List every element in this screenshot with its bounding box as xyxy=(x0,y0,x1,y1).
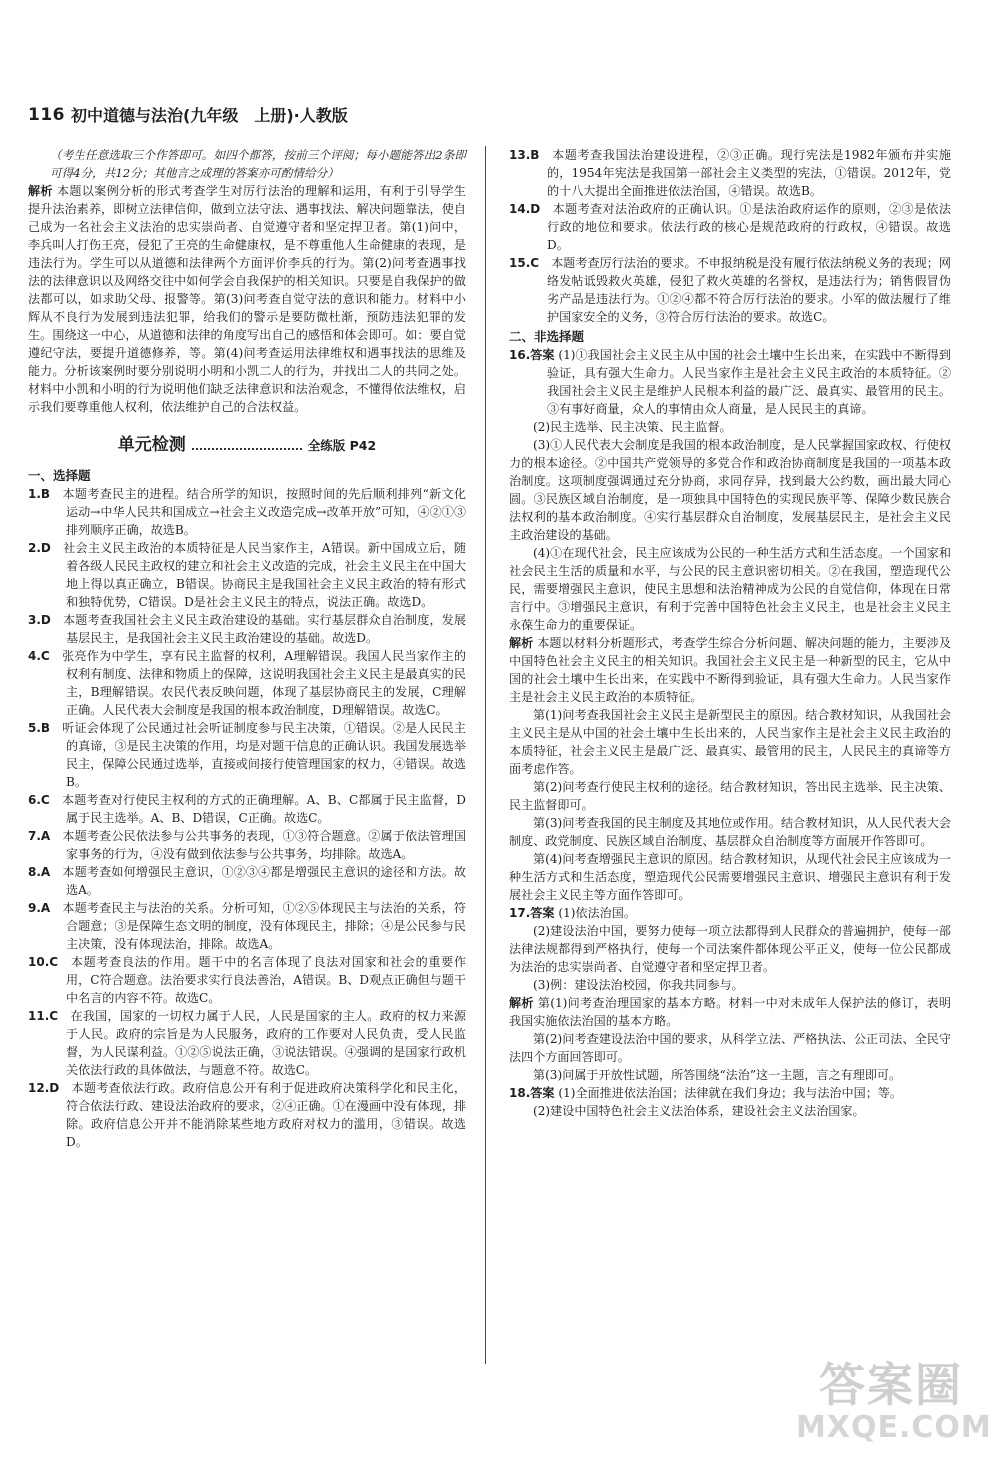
choice-answer-item xyxy=(28,611,466,647)
choice-answer-item xyxy=(28,1079,466,1151)
analysis-paragraph xyxy=(28,182,466,416)
question-number: 4.C xyxy=(28,649,50,663)
answer-explanation: 本题考查民主的进程。结合所学的知识，按照时间的先后顺利排列“新文化运动→中华人民共和国成立→社会主义改造完成→改革开放”可知，④②①③排列顺序正确，故选B。 xyxy=(62,487,466,537)
page-number: 116 xyxy=(28,104,65,125)
choice-answer-item xyxy=(509,254,951,326)
question-number: 2.D xyxy=(28,541,51,555)
q17-number: 17. xyxy=(509,906,531,920)
choice-answer-item xyxy=(28,1007,466,1079)
answer-explanation: 听证会体现了公民通过社会听证制度参与民主决策，①错误。②是人民民主的真谛，③是民主决策的作用，均是对题干信息的正确认识。我国发展选举民主，保障公民通过选举，直接或间接行使管理国家的权力，④错误。故选B。 xyxy=(62,721,466,789)
choice-answer-item xyxy=(28,485,466,539)
answer-explanation: 本题考查我国社会主义民主政治建设的基础。实行基层群众自治制度，发展基层民主，是我国社会主义民主政治建设的基础。故选D。 xyxy=(62,613,466,645)
watermark-top: 答案圈 xyxy=(819,1358,963,1412)
choice-answers-list xyxy=(28,485,466,1151)
choice-answer-item xyxy=(28,791,466,827)
answer-explanation: 本题考查公民依法参与公共事务的表现，①③符合题意。②属于依法管理国家事务的行为，④没有做到依法参与公共事务，均排除。故选A。 xyxy=(62,829,466,861)
q17-analysis xyxy=(509,994,951,1030)
watermark-bottom: MXQE.COM xyxy=(796,1410,992,1445)
choice-answer-item xyxy=(509,200,951,254)
unit-heading xyxy=(28,436,466,455)
q17-answer-1 xyxy=(509,904,951,922)
answer-explanation: 本题考查良法的作用。题干中的名言体现了良法对国家和社会的重要作用，C符合题意。法治要求实行良法善治，A错误。B、D观点正确但与题干中名言的内容不符。故选C。 xyxy=(66,955,466,1005)
analysis-text: 本题以案例分析的形式考查学生对厉行法治的理解和运用，有利于引导学生提升法治素养，即树立法律信仰，做到立法守法、遇事找法、解决问题靠法，使自己成为一名社会主义法治的忠实崇尚者、自觉遵守者和坚定捍卫者。第(1)问中，李兵叫人打伤王亮，侵犯了王亮的生命健康权，是不尊重他人生命健康的表现，是违法行为。学生可以从道德和法律两个方面评价李兵的行为。第(2)问考查遇事找法的法律意识以及网络交往中如何学会自我保护的相关知识。只要是自我保护的做法都可以，如求助父母、报警等。第(3)问考查自觉守法的意识和能力。材料中小辉从不良行为发展到违法犯罪，给我们的警示是要防微杜渐，预防违法犯罪的发生。围绕这一中心，从道德和法律的角度写出自己的感悟和体会即可。如：要自觉遵纪守法，要提升道德修养，等。第(4)问考查运用法律维权和遇事找法的思维及能力。分析该案例时要分别说明小明和小凯二人的行为，并找出二人的共同之处。材料中小凯和小明的行为说明他们缺乏法律意识和法治观念，不懂得依法维权，启示我们要尊重他人权利，依法维护自己的合法权益。 xyxy=(28,184,466,414)
q16-text-1: (1)①我国社会主义民主从中国的社会土壤中生长出来，在实践中不断得到验证，具有强大生命力。人民当家作主是社会主义民主政治的本质特征。②我国社会主义民主是维护人民根本利益的最广泛、最真实、最管用的民主。③有事好商量，众人的事情由众人商量，是人民民主的真谛。 xyxy=(547,348,951,416)
scoring-note: （考生任意选取三个作答即可。如四个都答，按前三个评阅；每小题能答出2条即可得4分，共12分；其他言之成理的答案亦可酌情给分） xyxy=(50,148,466,180)
question-number: 10.C xyxy=(28,955,59,969)
q16-sub-4: 第(4)问考查增强民主意识的原因。结合教材知识，从现代社会民主应该成为一种生活方式和生活态度，塑造现代公民需要增强民主意识、增强民主意识有利于发展社会主义民主等方面作答即可。 xyxy=(509,852,951,902)
choice-answer-item xyxy=(28,539,466,611)
choice-answer-item xyxy=(28,647,466,719)
section-choice-heading: 一、选择题 xyxy=(28,468,91,483)
watermark-logo xyxy=(796,1358,992,1465)
choice-answers-list-cont xyxy=(509,146,951,326)
q16-sub-3: 第(3)问考查我国的民主制度及其地位或作用。结合教材知识，从人民代表大会制度、政党制度、民族区域自治制度、基层群众自治制度等方面展开作答即可。 xyxy=(509,816,951,848)
section-nonchoice-heading: 二、非选择题 xyxy=(509,329,585,344)
analysis-label: 解析 xyxy=(28,184,53,198)
q16-analysis xyxy=(509,634,951,706)
choice-answer-item xyxy=(28,953,466,1007)
q18-answer-2: (2)建设中国特色社会主义法治体系，建设社会主义法治国家。 xyxy=(533,1104,865,1118)
q16-answer-4: (4)①在现代社会，民主应该成为公民的一种生活方式和生活态度。一个国家和社会民主生活的质量和水平，与公民的民主意识密切相关。②在我国，塑造现代公民，需要增强民主意识，使民主思想和法治精神成为公民的自觉信仰，体现在日常言行中。③增强民主意识，有利于完善中国特色社会主义民主，也是社会主义民主永葆生命力的重要保证。 xyxy=(509,546,951,632)
question-number: 12.D xyxy=(28,1081,60,1095)
question-number: 7.A xyxy=(28,829,51,843)
q18-number: 18. xyxy=(509,1086,531,1100)
answer-explanation: 本题考查对行使民主权利的方式的正确理解。A、B、C都属于民主监督，D属于民主选举。A、B、D错误，C正确。故选C。 xyxy=(61,793,466,825)
choice-answer-item xyxy=(28,827,466,863)
q18-answer-label: 答案 xyxy=(530,1086,555,1100)
q18-text-1: (1)全面推进依法治国；法律就在我们身边；我与法治中国；等。 xyxy=(558,1086,902,1100)
q17-answer-3: (3)例：建设法治校园，你我共同参与。 xyxy=(533,978,744,992)
choice-answer-item xyxy=(28,899,466,953)
answer-explanation: 本题考查我国法治建设进程，②③正确。现行宪法是1982年颁布并实施的，1954年宪法是我国第一部社会主义类型的宪法，①错误。2012年，党的十八大提出全面推进依法治国，④错误。故选B。 xyxy=(547,148,951,198)
q16-sub-1: 第(1)问考查我国社会主义民主是新型民主的原因。结合教材知识，从我国社会主义民主是从中国的社会土壤中生长出来的，人民当家作主是社会主义民主政治的本质特征，社会主义民主是最广泛、最真实、最管用的民主，人民民主的真谛等方面考虑作答。 xyxy=(509,708,951,776)
right-column xyxy=(509,146,951,1120)
choice-answer-item xyxy=(509,146,951,200)
q16-answer-label: 答案 xyxy=(530,348,555,362)
page-header xyxy=(28,103,348,126)
question-number: 15.C xyxy=(509,256,540,270)
leader-dots xyxy=(192,436,302,450)
answer-explanation: 社会主义民主政治的本质特征是人民当家作主，A错误。新中国成立后，随着各级人民民主政权的建立和社会主义改造的完成，社会主义民主在中国大地上得以真正确立，B错误。协商民主是我国社会主义民主政治的特有形式和独特优势，C错误。D是社会主义民主的特点，说法正确。故选D。 xyxy=(62,541,466,609)
choice-answer-item xyxy=(28,719,466,791)
q17-text-1: (1)依法治国。 xyxy=(558,906,636,920)
q16-number: 16. xyxy=(509,348,531,362)
q17-sub-2: 第(2)问考查建设法治中国的要求，从科学立法、严格执法、公正司法、全民守法四个方面回答即可。 xyxy=(509,1032,951,1064)
q17-answer-2: (2)建设法治中国，要努力使每一项立法都得到人民群众的普遍拥护，使每一部法律法规都得到严格执行，使每一个司法案件都体现公平正义，使每一位公民都成为法治的忠实崇尚者、自觉遵守者和坚定捍卫者。 xyxy=(509,924,951,974)
question-number: 5.B xyxy=(28,721,51,735)
unit-reference: 全练版 P42 xyxy=(307,438,377,453)
book-title: 初中道德与法治(九年级 上册)·人教版 xyxy=(71,106,348,125)
answer-explanation: 张亮作为中学生，享有民主监督的权利，A理解错误。我国人民当家作主的权利有制度、法律和物质上的保障，这说明我国社会主义民主是最真实的民主，B理解错误。农民代表反映问题，体现了基层协商民主的发展，C理解正确。人民代表大会制度是我国的根本政治制度，D理解错误。故选C。 xyxy=(61,649,466,717)
answer-explanation: 本题考查依法行政。政府信息公开有利于促进政府决策科学化和民主化，符合依法行政、建设法治政府的要求，②④正确。①在漫画中没有体现，排除。政府信息公开并不能消除某些地方政府对权力的滥用，③错误。故选D。 xyxy=(66,1081,466,1149)
answer-explanation: 本题考查对法治政府的正确认识。①是法治政府运作的原则，②③是依法行政的地位和要求。依法行政的核心是规范政府的行政权，④错误。故选D。 xyxy=(547,202,951,252)
question-number: 13.B xyxy=(509,148,540,162)
answer-explanation: 本题考查如何增强民主意识，①②③④都是增强民主意识的途径和方法。故选A。 xyxy=(62,865,466,897)
answer-explanation: 本题考查厉行法治的要求。不申报纳税是没有履行依法纳税义务的表现；网络发帖诋毁救火英雄，侵犯了救火英雄的名誉权，是违法行为；销售假冒伪劣产品是违法行为。①②④都不符合厉行法治的要求。小军的做法履行了维护国家安全的义务，③符合厉行法治的要求。故选C。 xyxy=(547,256,951,324)
answer-explanation: 在我国，国家的一切权力属于人民，人民是国家的主人。政府的权力来源于人民。政府的宗旨是为人民服务，政府的工作要对人民负责，受人民监督，为人民谋利益。①②⑤说法正确，③说法错误。④强调的是国家行政机关依法行政的具体做法，与题意不符。故选C。 xyxy=(66,1009,466,1077)
question-number: 11.C xyxy=(28,1009,59,1023)
q16-analysis-text: 本题以材料分析题形式，考查学生综合分析问题、解决问题的能力，主要涉及中国特色社会主义民主的相关知识。我国社会主义民主是一种新型的民主，它从中国的社会土壤中生长出来，在实践中不断得到验证，具有强大生命力。人民当家作主是社会主义民主政治的本质特征。 xyxy=(509,636,951,704)
question-number: 8.A xyxy=(28,865,51,879)
unit-title: 单元检测 xyxy=(117,435,186,455)
q16-answer-2: (2)民主选举、民主决策、民主监督。 xyxy=(533,420,732,434)
q16-sub-2: 第(2)问考查行使民主权利的途径。结合教材知识，答出民主选举、民主决策、民主监督即可。 xyxy=(509,780,951,812)
q17-analysis-text: 第(1)问考查治理国家的基本方略。材料一中对未成年人保护法的修订，表明我国实施依法治国的基本方略。 xyxy=(509,996,951,1028)
q17-answer-label: 答案 xyxy=(530,906,555,920)
q16-analysis-label: 解析 xyxy=(509,636,534,650)
question-number: 1.B xyxy=(28,487,51,501)
question-number: 3.D xyxy=(28,613,51,627)
q17-sub-3: 第(3)问属于开放性试题，所答围绕“法治”这一主题，言之有理即可。 xyxy=(533,1068,902,1082)
q17-analysis-label: 解析 xyxy=(509,996,534,1010)
question-number: 9.A xyxy=(28,901,51,915)
q18-answer-1 xyxy=(509,1084,951,1102)
left-column xyxy=(28,146,466,1151)
answer-explanation: 本题考查民主与法治的关系。分析可知，①②⑤体现民主与法治的关系，符合题意；③是保障生态文明的制度，没有体现民主，排除；④是公民参与民主决策，没有体现法治，排除。故选A。 xyxy=(62,901,466,951)
column-divider xyxy=(485,146,486,1364)
question-number: 6.C xyxy=(28,793,50,807)
question-number: 14.D xyxy=(509,202,541,216)
q16-answer-1 xyxy=(509,346,951,418)
q16-answer-3: (3)①人民代表大会制度是我国的根本政治制度，是人民掌握国家政权、行使权力的根本途径。②中国共产党领导的多党合作和政治协商制度是我国的一项基本政治制度。这项制度强调通过充分协商，求同存异，找到最大公约数，画出最大同心圆。③民族区域自治制度，是一项独具中国特色的实现民族平等、保障少数民族合法权利的基本政治制度。④实行基层群众自治制度，发展基层民主，是社会主义民主政治建设的基础。 xyxy=(509,438,951,542)
choice-answer-item xyxy=(28,863,466,899)
